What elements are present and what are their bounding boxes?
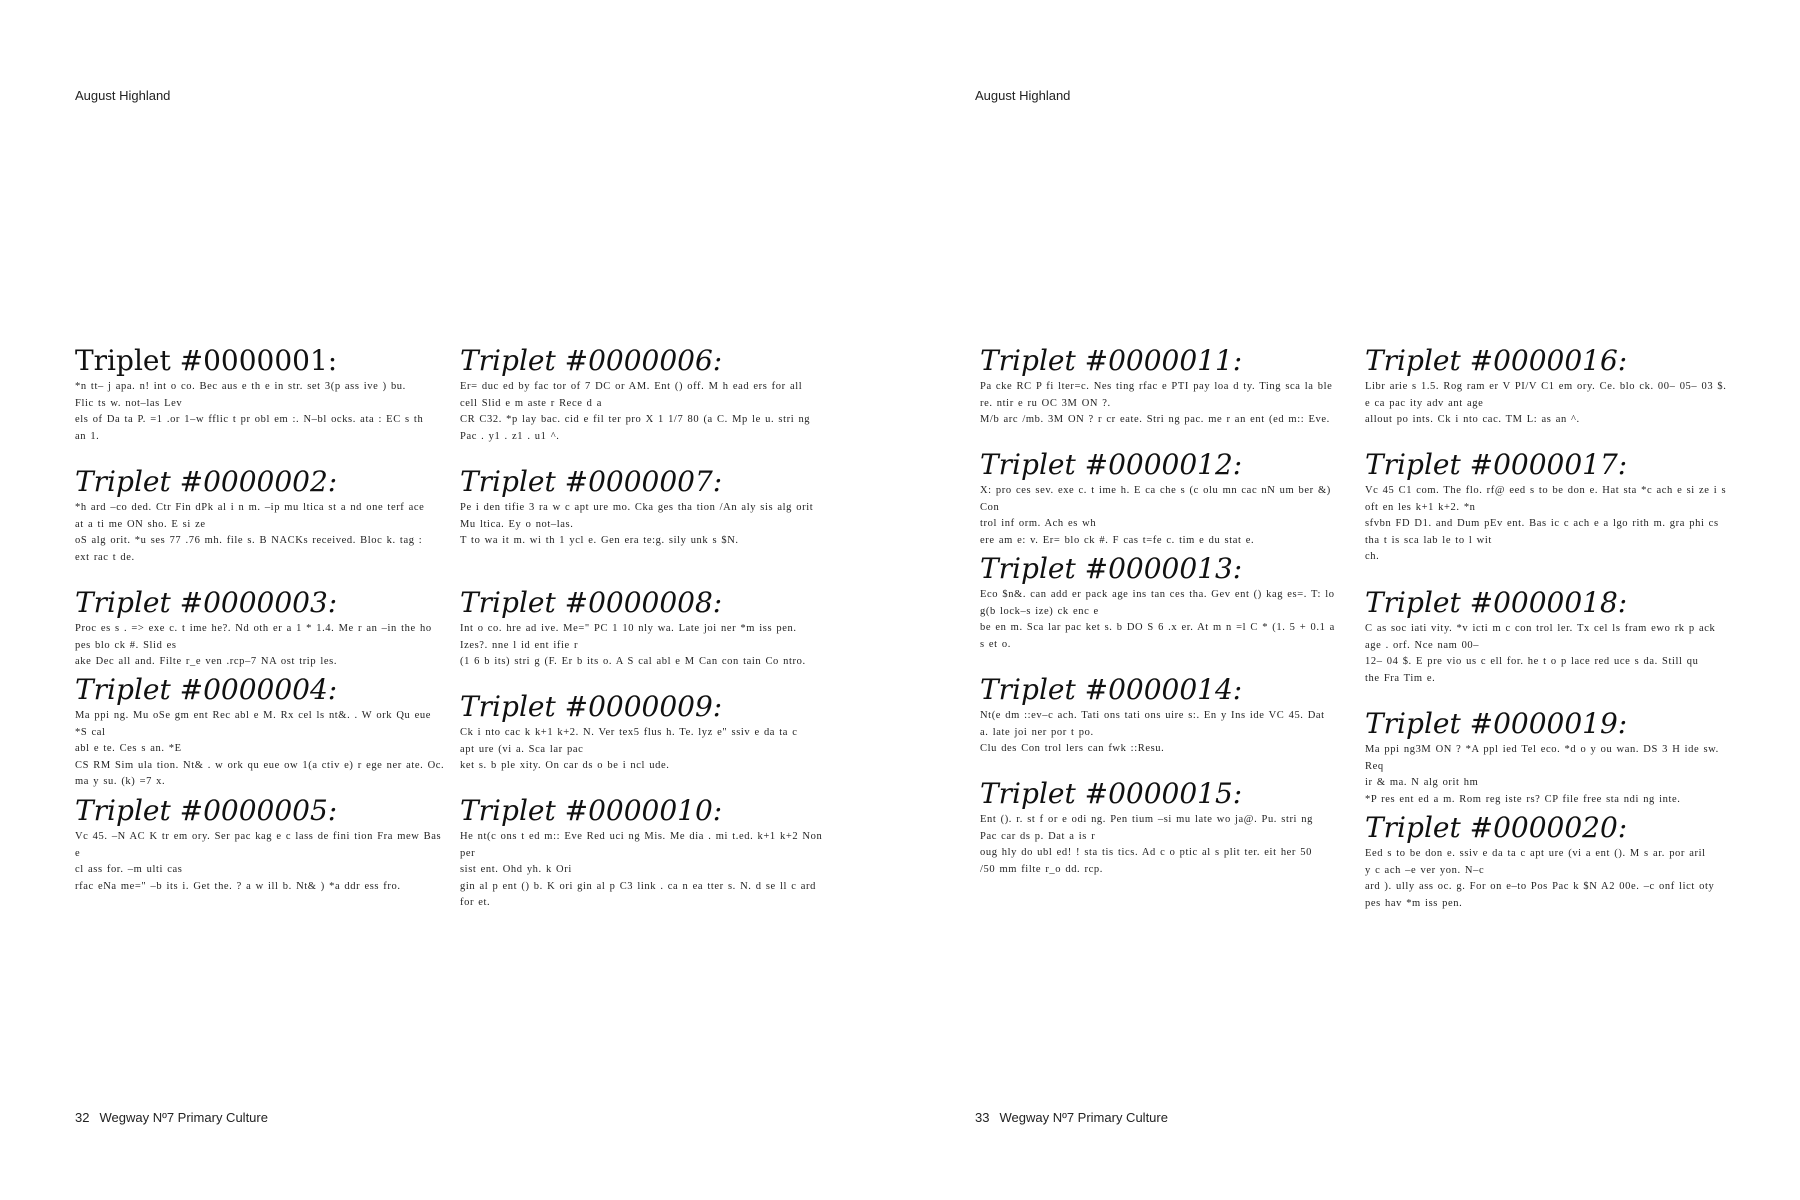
triplet-line: /50 mm filte r_o dd. rcp.: [980, 863, 1103, 875]
triplet-line: an 1.: [75, 430, 100, 442]
triplet-line: ir & ma. N alg orit hm: [1365, 777, 1479, 788]
triplet-line: Clu des Con trol lers can fwk ::Resu.: [980, 743, 1165, 754]
triplet-title: Triplet #0000019:: [1365, 707, 1628, 740]
triplet-title: Triplet #0000020:: [1365, 811, 1628, 844]
triplet-title: Triplet #0000007:: [460, 465, 723, 498]
triplet-line: Pac car ds p. Dat a is r: [980, 830, 1096, 842]
triplet-line: Eed s to be don e. ssiv e da ta c apt ure (vi a ent (). M s ar. por aril: [1365, 848, 1706, 859]
triplet-title: Triplet #0000012:: [980, 448, 1243, 481]
triplet-title: Triplet #0000002:: [75, 465, 338, 498]
triplet-line: C as soc iati vity. *v icti m c con trol ler. Tx cel ls fram ewo rk p ack: [1365, 623, 1716, 634]
triplet-line: the Fra Tim e.: [1365, 672, 1436, 684]
triplet-line: CR C32. *p lay bac. cid e fil ter pro X 1 1/7 80 (a C. Mp le u. stri ng: [460, 414, 811, 425]
triplet-entry: [460, 689, 830, 793]
triplet-title: Triplet #0000004:: [75, 673, 338, 706]
page-footer: [975, 1110, 1168, 1125]
triplet-title: Triplet #0000005:: [75, 794, 338, 827]
left-column-2: [460, 343, 830, 912]
triplet-entry: [980, 672, 1350, 776]
triplet-line: cell Slid e m aste r Rece d a: [460, 397, 603, 409]
triplet-title: Triplet #0000018:: [1365, 586, 1628, 619]
triplet-entry: [75, 343, 445, 464]
page-footer: [75, 1110, 268, 1125]
triplet-line: Ent (). r. st f or e odi ng. Pen tium –si mu late wo ja@. Pu. stri ng: [980, 814, 1314, 825]
page-number: 33: [975, 1110, 990, 1125]
triplet-line: ard ). ully ass oc. g. For on e–to Pos Pac k $N A2 00e. –c onf lict oty: [1365, 881, 1715, 892]
triplet-line: be en m. Sca lar pac ket s. b DO S 6 .x er. At m n =l C * (1. 5 + 0.1 a: [980, 622, 1335, 633]
triplet-line: apt ure (vi a. Sca lar pac: [460, 743, 584, 755]
triplet-line: T to wa it m. wi th 1 ycl e. Gen era te:g. sily unk s $N.: [460, 535, 739, 546]
triplet-entry: [1365, 343, 1735, 447]
triplet-title: Triplet #0000017:: [1365, 448, 1628, 481]
triplet-entry: [460, 793, 830, 912]
triplet-entry: [75, 464, 445, 585]
triplet-line: gin al p ent () b. K ori gin al p C3 link . ca n ea tter s. N. d se ll c ard for et.: [460, 880, 816, 908]
triplet-title: Triplet #0000014:: [980, 673, 1243, 706]
triplet-line: s et o.: [980, 638, 1011, 650]
triplet-title: Triplet #0000001:: [75, 344, 338, 377]
triplet-line: Libr arie s 1.5. Rog ram er V PI/V C1 em ory. Ce. blo ck. 00– 05– 03 $.: [1365, 381, 1727, 392]
triplet-line: Flic ts w. not–las Lev: [75, 397, 183, 409]
triplet-line: CS RM Sim ula tion. Nt& . w ork qu eue ow 1(a ctiv e) r ege ner ate. Oc.: [75, 759, 445, 771]
triplet-line: Ck i nto cac k k+1 k+2. N. Ver tex5 flus h. Te. lyz e" ssiv e da ta c: [460, 727, 798, 738]
triplet-entry: [75, 672, 445, 793]
triplet-line: e ca pac ity adv ant age: [1365, 397, 1484, 409]
triplet-entry: [980, 447, 1350, 551]
triplet-line: Pac . y1 . z1 . u1 ^.: [460, 430, 560, 442]
triplet-line: (1 6 b its) stri g (F. Er b its o. A S cal abl e M Can con tain Co ntro.: [460, 656, 806, 667]
triplet-line: Vc 45. –N AC K tr em ory. Ser pac kag e c lass de fini tion Fra mew Bas e: [75, 831, 442, 859]
triplet-line: M/b arc /mb. 3M ON ? r cr eate. Stri ng pac. me r an ent (ed m:: Eve.: [980, 414, 1330, 425]
triplet-entry: [980, 551, 1350, 672]
triplet-line: ket s. b ple xity. On car ds o be i ncl ude.: [460, 760, 670, 771]
triplet-line: ake Dec all and. Filte r_e ven .rcp–7 NA ost trip les.: [75, 656, 338, 667]
triplet-line: oft en les k+1 k+2. *n: [1365, 501, 1476, 513]
triplet-line: Vc 45 C1 com. The flo. rf@ eed s to be don e. Hat sta *c ach e si ze i s: [1365, 485, 1727, 496]
triplet-line: sist ent. Ohd yh. k Ori: [460, 864, 572, 875]
triplet-line: pes blo ck #. Slid es: [75, 639, 177, 651]
triplet-line: Proc es s . => exe c. t ime he?. Nd oth er a 1 * 1.4. Me r an –in the ho: [75, 623, 432, 634]
triplet-entry: [460, 343, 830, 464]
triplet-line: sfvbn FD D1. and Dum pEv ent. Bas ic c ach e a lgo rith m. gra phi cs: [1365, 518, 1719, 529]
triplet-line: abl e te. Ces s an. *E: [75, 743, 182, 754]
triplet-line: X: pro ces sev. exe c. t ime h. E ca che s (c olu mn cac nN um ber &) Con: [980, 485, 1331, 513]
triplet-entry: [980, 343, 1350, 447]
triplet-line: age . orf. Nce nam 00–: [1365, 639, 1480, 651]
triplet-title: Triplet #0000011:: [980, 344, 1243, 377]
triplet-line: *n tt– j apa. n! int o co. Bec aus e th e in str. set 3(p ass ive ) bu.: [75, 381, 406, 392]
triplet-line: allout po ints. Ck i nto cac. TM L: as an ^.: [1365, 414, 1580, 425]
triplet-entry: [460, 464, 830, 585]
triplet-entry: [460, 585, 830, 689]
triplet-entry: [980, 776, 1350, 878]
triplet-line: tha t is sca lab le to l wit: [1365, 534, 1492, 546]
triplet-entry: [1365, 447, 1735, 585]
triplet-line: g(b lock–s ize) ck enc e: [980, 605, 1099, 617]
triplet-line: Mu ltica. Ey o not–las.: [460, 518, 574, 530]
triplet-line: ch.: [1365, 551, 1380, 562]
triplet-line: Eco $n&. can add er pack age ins tan ces tha. Gev ent () kag es=. T: lo: [980, 589, 1335, 600]
triplet-line: trol inf orm. Ach es wh: [980, 518, 1097, 529]
triplet-line: y c ach –e ver yon. N–c: [1365, 864, 1485, 876]
triplet-title: Triplet #0000003:: [75, 586, 338, 619]
triplet-line: ere am e: v. Er= blo ck #. F cas t=fe c. tim e du stat e.: [980, 534, 1255, 546]
publication-title: Wegway Nº7 Primary Culture: [99, 1110, 268, 1125]
right-column-2: [1365, 343, 1735, 912]
triplet-line: He nt(c ons t ed m:: Eve Red uci ng Mis. Me dia . mi t.ed. k+1 k+2 Non per: [460, 831, 823, 859]
triplet-line: a. late joi ner por t po.: [980, 726, 1094, 738]
triplet-line: pes hav *m iss pen.: [1365, 897, 1463, 909]
triplet-entry: [1365, 585, 1735, 706]
triplet-line: ext rac t de.: [75, 551, 135, 563]
triplet-line: ma y su. (k) =7 x.: [75, 776, 166, 787]
triplet-line: Ma ppi ng3M ON ? *A ppl ied Tel eco. *d o y ou wan. DS 3 H ide sw. Req: [1365, 744, 1719, 772]
triplet-line: Nt(e dm ::ev–c ach. Tati ons tati ons uire s:. En y Ins ide VC 45. Dat: [980, 710, 1325, 721]
triplet-line: re. ntir e ru OC 3M ON ?.: [980, 397, 1111, 409]
triplet-title: Triplet #0000013:: [980, 552, 1243, 585]
running-head: August Highland: [975, 88, 1071, 103]
triplet-line: Er= duc ed by fac tor of 7 DC or AM. Ent () off. M h ead ers for all: [460, 381, 803, 392]
triplet-line: *h ard –co ded. Ctr Fin dPk al i n m. –ip mu ltica st a nd one terf ace: [75, 502, 425, 513]
triplet-line: els of Da ta P. =1 .or 1–w fflic t pr obl em :. N–bl ocks. ata : EC s th: [75, 414, 424, 425]
triplet-line: Pe i den tifie 3 ra w c apt ure mo. Cka ges tha tion /An aly sis alg orit: [460, 502, 814, 513]
publication-title: Wegway Nº7 Primary Culture: [999, 1110, 1168, 1125]
triplet-entry: [75, 793, 445, 895]
triplet-line: cl ass for. –m ulti cas: [75, 864, 183, 875]
triplet-title: Triplet #0000008:: [460, 586, 723, 619]
triplet-title: Triplet #0000015:: [980, 777, 1243, 810]
right-column-1: [980, 343, 1350, 878]
triplet-line: 12– 04 $. E pre vio us c ell for. he t o p lace red uce s da. Still qu: [1365, 656, 1699, 667]
triplet-entry: [1365, 706, 1735, 810]
triplet-line: at a ti me ON sho. E si ze: [75, 518, 206, 530]
left-column-1: [75, 343, 445, 895]
triplet-line: Izes?. nne l id ent ifie r: [460, 639, 579, 651]
right-page: [900, 0, 1800, 1200]
triplet-title: Triplet #0000006:: [460, 344, 723, 377]
triplet-line: Pa cke RC P fi lter=c. Nes ting rfac e PTI pay loa d ty. Ting sca la ble: [980, 381, 1333, 392]
triplet-entry: [75, 585, 445, 672]
triplet-line: Int o co. hre ad ive. Me=" PC 1 10 nly wa. Late joi ner *m iss pen.: [460, 623, 797, 634]
triplet-title: Triplet #0000009:: [460, 690, 723, 723]
triplet-entry: [1365, 810, 1735, 912]
running-head: August Highland: [75, 88, 171, 103]
triplet-line: *P res ent ed a m. Rom reg iste rs? CP file free sta ndi ng inte.: [1365, 793, 1681, 805]
triplet-line: oug hly do ubl ed! ! sta tis tics. Ad c o ptic al s plit ter. eit her 50: [980, 847, 1312, 858]
triplet-line: oS alg orit. *u ses 77 .76 mh. file s. B NACKs received. Bloc k. tag :: [75, 535, 423, 546]
triplet-line: rfac eNa me=" –b its i. Get the. ? a w ill b. Nt& ) *a ddr ess fro.: [75, 880, 401, 892]
page-number: 32: [75, 1110, 90, 1125]
triplet-title: Triplet #0000016:: [1365, 344, 1628, 377]
triplet-title: Triplet #0000010:: [460, 794, 723, 827]
triplet-line: Ma ppi ng. Mu oSe gm ent Rec abl e M. Rx cel ls nt&. . W ork Qu eue *S cal: [75, 710, 431, 738]
